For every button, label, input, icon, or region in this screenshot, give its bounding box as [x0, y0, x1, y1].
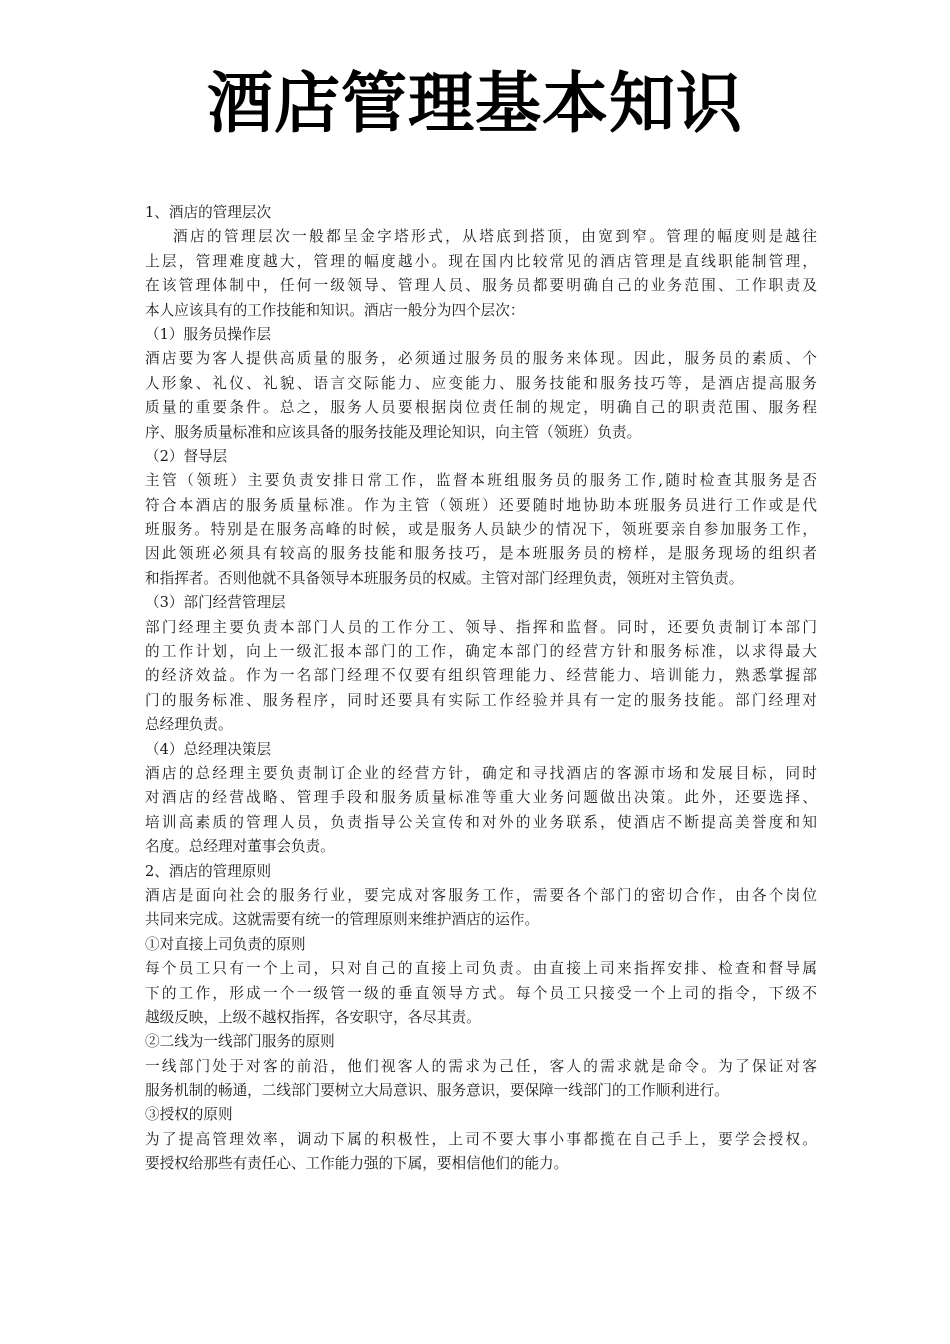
paragraph-line: 培训高素质的管理人员，负责指导公关宣传和对外的业务联系，使酒店不断提高美誉度和知 — [145, 813, 817, 831]
paragraph-line: 名度。总经理对董事会负责。 — [145, 838, 335, 856]
paragraph-line: 酒店是面向社会的服务行业，要完成对客服务工作，需要各个部门的密切合作，由各个岗位 — [145, 886, 817, 904]
paragraph-line: 服务机制的畅通，二线部门要树立大局意识、服务意识，要保障一线部门的工作顺利进行。 — [145, 1082, 729, 1100]
paragraph-line: 要授权给那些有责任心、工作能力强的下属，要相信他们的能力。 — [145, 1155, 569, 1173]
paragraph-line: 本人应该具有的工作技能和知识。酒店一般分为四个层次： — [145, 301, 525, 319]
paragraph-line: 在该管理体制中，任何一级领导、管理人员、服务员都要明确自己的业务范围、工作职责及 — [145, 277, 817, 295]
section-heading: （1）服务员操作层 — [145, 325, 272, 343]
paragraph-line: 和指挥者。否则他就不具备领导本班服务员的权威。主管对部门经理负责，领班对主管负责。 — [145, 569, 744, 587]
section-heading: （2）督导层 — [145, 447, 228, 465]
document-body — [145, 201, 817, 1177]
paragraph-line: 的工作计划，向上一级汇报本部门的工作，确定本部门的经营方针和服务标准，以求得最大 — [145, 643, 817, 661]
paragraph-line: 主管（领班）主要负责安排日常工作，监督本班组服务员的服务工作,随时检查其服务是否 — [145, 472, 817, 490]
paragraph-line: 下的工作，形成一个一级管一级的垂直领导方式。每个员工只接受一个上司的指令，下级不 — [145, 984, 817, 1002]
paragraph-line: 上层，管理难度越大，管理的幅度越小。现在国内比较常见的酒店管理是直线职能制管理， — [145, 252, 817, 270]
paragraph-line: 为了提高管理效率，调动下属的积极性，上司不要大事小事都揽在自己手上，要学会授权。 — [145, 1130, 817, 1148]
section-heading: ①对直接上司负责的原则 — [145, 935, 306, 953]
paragraph-line: 人形象、礼仪、礼貌、语言交际能力、应变能力、服务技能和服务技巧等，是酒店提高服务 — [145, 374, 817, 392]
section-heading: （4）总经理决策层 — [145, 740, 272, 758]
paragraph-line: 总经理负责。 — [145, 716, 233, 734]
paragraph-line: 越级反映，上级不越权指挥，各安职守，各尽其责。 — [145, 1008, 481, 1026]
section-heading: （3）部门经营管理层 — [145, 594, 286, 612]
paragraph-line: 酒店的管理层次一般都呈金字塔形式，从塔底到搭顶，由宽到窄。管理的幅度则是越往 — [173, 228, 817, 246]
paragraph-line: 酒店要为客人提供高质量的服务，必须通过服务员的服务来体现。因此，服务员的素质、个 — [145, 350, 817, 368]
paragraph-line: 质量的重要条件。总之，服务人员要根据岗位责任制的规定，明确自己的职责范围、服务程 — [145, 399, 817, 417]
paragraph-line: 酒店的总经理主要负责制订企业的经营方针，确定和寻找酒店的客源市场和发展目标，同时 — [145, 764, 817, 782]
paragraph-line: 每个员工只有一个上司，只对自己的直接上司负责。由直接上司来指挥安排、检查和督导属 — [145, 960, 817, 978]
paragraph-line: 序、服务质量标准和应该具备的服务技能及理论知识，向主管（领班）负责。 — [145, 423, 642, 441]
paragraph-line: 的经济效益。作为一名部门经理不仅要有组织管理能力、经营能力、培训能力，熟悉掌握部 — [145, 667, 817, 685]
paragraph-line: 对酒店的经营战略、管理手段和服务质量标准等重大业务问题做出决策。此外，还要选择、 — [145, 789, 817, 807]
paragraph-line: 班服务。特别是在服务高峰的时候，或是服务人员缺少的情况下，领班要亲自参加服务工作， — [145, 521, 817, 539]
paragraph-line: 因此领班必须具有较高的服务技能和服务技巧，是本班服务员的榜样，是服务现场的组织者 — [145, 545, 817, 563]
document-title: 酒店管理基本知识 — [207, 65, 743, 142]
paragraph-line: 符合本酒店的服务质量标准。作为主管（领班）还要随时地协助本班服务员进行工作或是代 — [145, 496, 817, 514]
paragraph-line: 门的服务标准、服务程序，同时还要具有实际工作经验并具有一定的服务技能。部门经理对 — [145, 691, 817, 709]
paragraph-line: 共同来完成。这就需要有统一的管理原则来维护酒店的运作。 — [145, 911, 540, 929]
section-heading: 2、酒店的管理原则 — [145, 862, 272, 880]
section-heading: ③授权的原则 — [145, 1106, 233, 1124]
section-heading: 1、酒店的管理层次 — [145, 204, 272, 221]
section-heading: ②二线为一线部门服务的原则 — [145, 1033, 335, 1051]
paragraph-line: 一线部门处于对客的前沿，他们视客人的需求为己任，客人的需求就是命令。为了保证对客 — [145, 1057, 817, 1075]
paragraph-line: 部门经理主要负责本部门人员的工作分工、领导、指挥和监督。同时，还要负责制订本部门 — [145, 618, 817, 636]
